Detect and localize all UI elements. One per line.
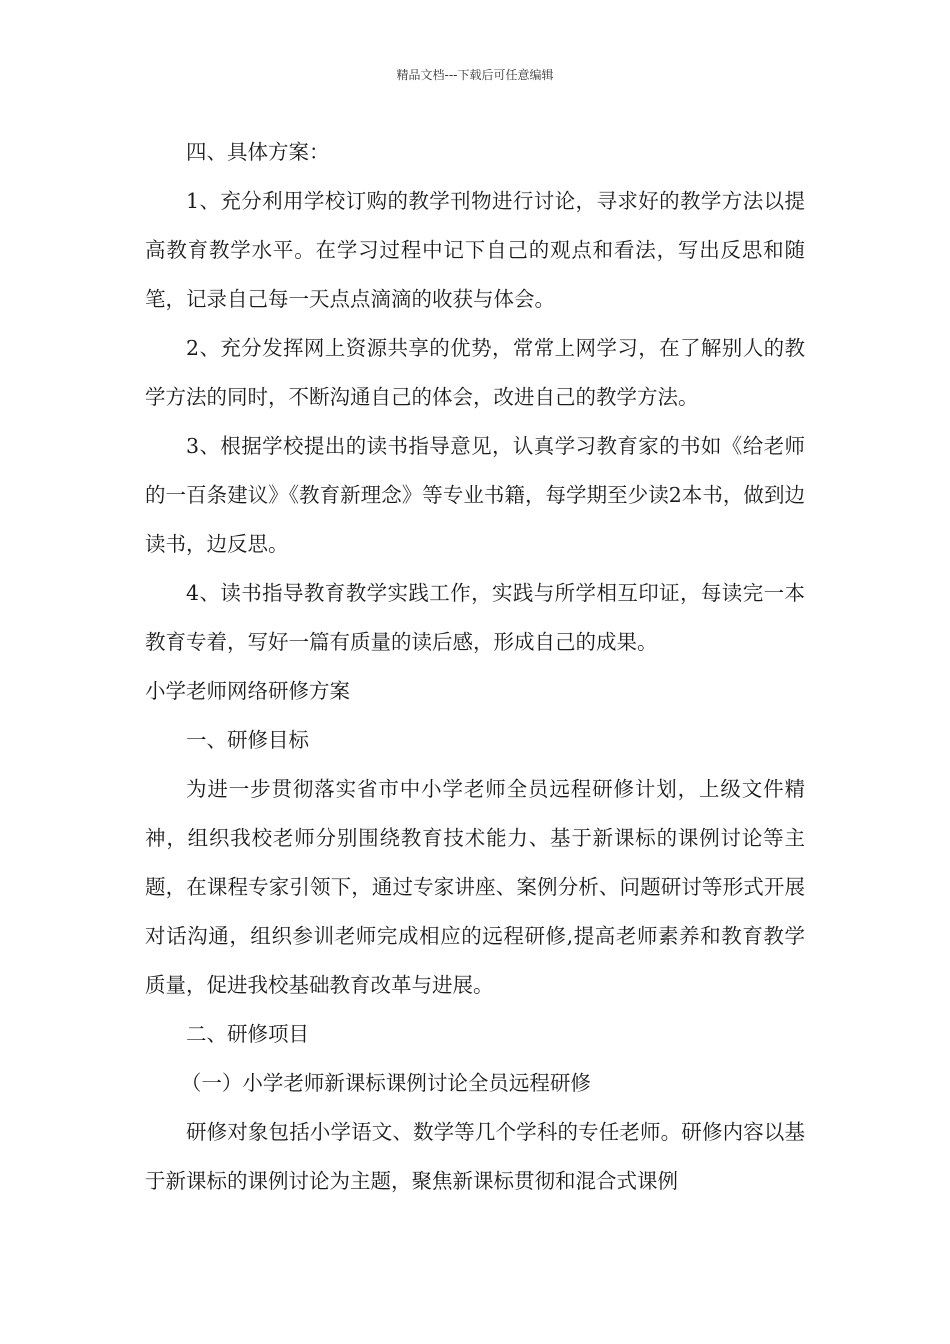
paragraph-2: 2、充分发挥网上资源共享的优势，常常上网学习，在了解别人的教学方法的同时，不断沟通自己的体会，改进自己的教学方法。 (145, 336, 805, 409)
paragraph-7: 为进一步贯彻落实省市中小学老师全员远程研修计划，上级文件精神，组织我校老师分别围绕教育技术能力、基于新课标的课例讨论等主题，在课程专家引领下，通过专家讲座、案例分析、问题研讨等形式开展对话沟通，组织参训老师完成相应的远程研修,提高老师素养和教育教学质量，促进我校基础教育改革与进展。 (145, 777, 805, 997)
document-body (145, 128, 805, 1206)
paragraph-9: （一）小学老师新课标课例讨论全员远程研修 (180, 1071, 591, 1095)
paragraph-4: 4、读书指导教育教学实践工作，实践与所学相互印证，每读完一本教育专着，写好一篇有质量的读后感，形成自己的成果。 (145, 581, 805, 654)
paragraph-8: 二、研修项目 (186, 1022, 309, 1046)
paragraph-6: 一、研修目标 (186, 728, 309, 752)
paragraph-1: 1、充分利用学校订购的教学刊物进行讨论，寻求好的教学方法以提高教育教学水平。在学习过程中记下自己的观点和看法，写出反思和随笔，记录自己每一天点点滴滴的收获与体会。 (145, 189, 805, 311)
page-header: 精品文档---下载后可任意编辑 (396, 68, 554, 82)
paragraph-0: 四、具体方案： (186, 140, 330, 164)
section-title: 小学老师网络研修方案 (145, 679, 350, 703)
paragraph-10: 研修对象包括小学语文、数学等几个学科的专任老师。研修内容以基于新课标的课例讨论为主题，聚焦新课标贯彻和混合式课例 (145, 1120, 805, 1193)
paragraph-3: 3、根据学校提出的读书指导意见，认真学习教育家的书如《给老师的一百条建议》《教育新理念》等专业书籍，每学期至少读2本书，做到边读书，边反思。 (145, 434, 805, 556)
